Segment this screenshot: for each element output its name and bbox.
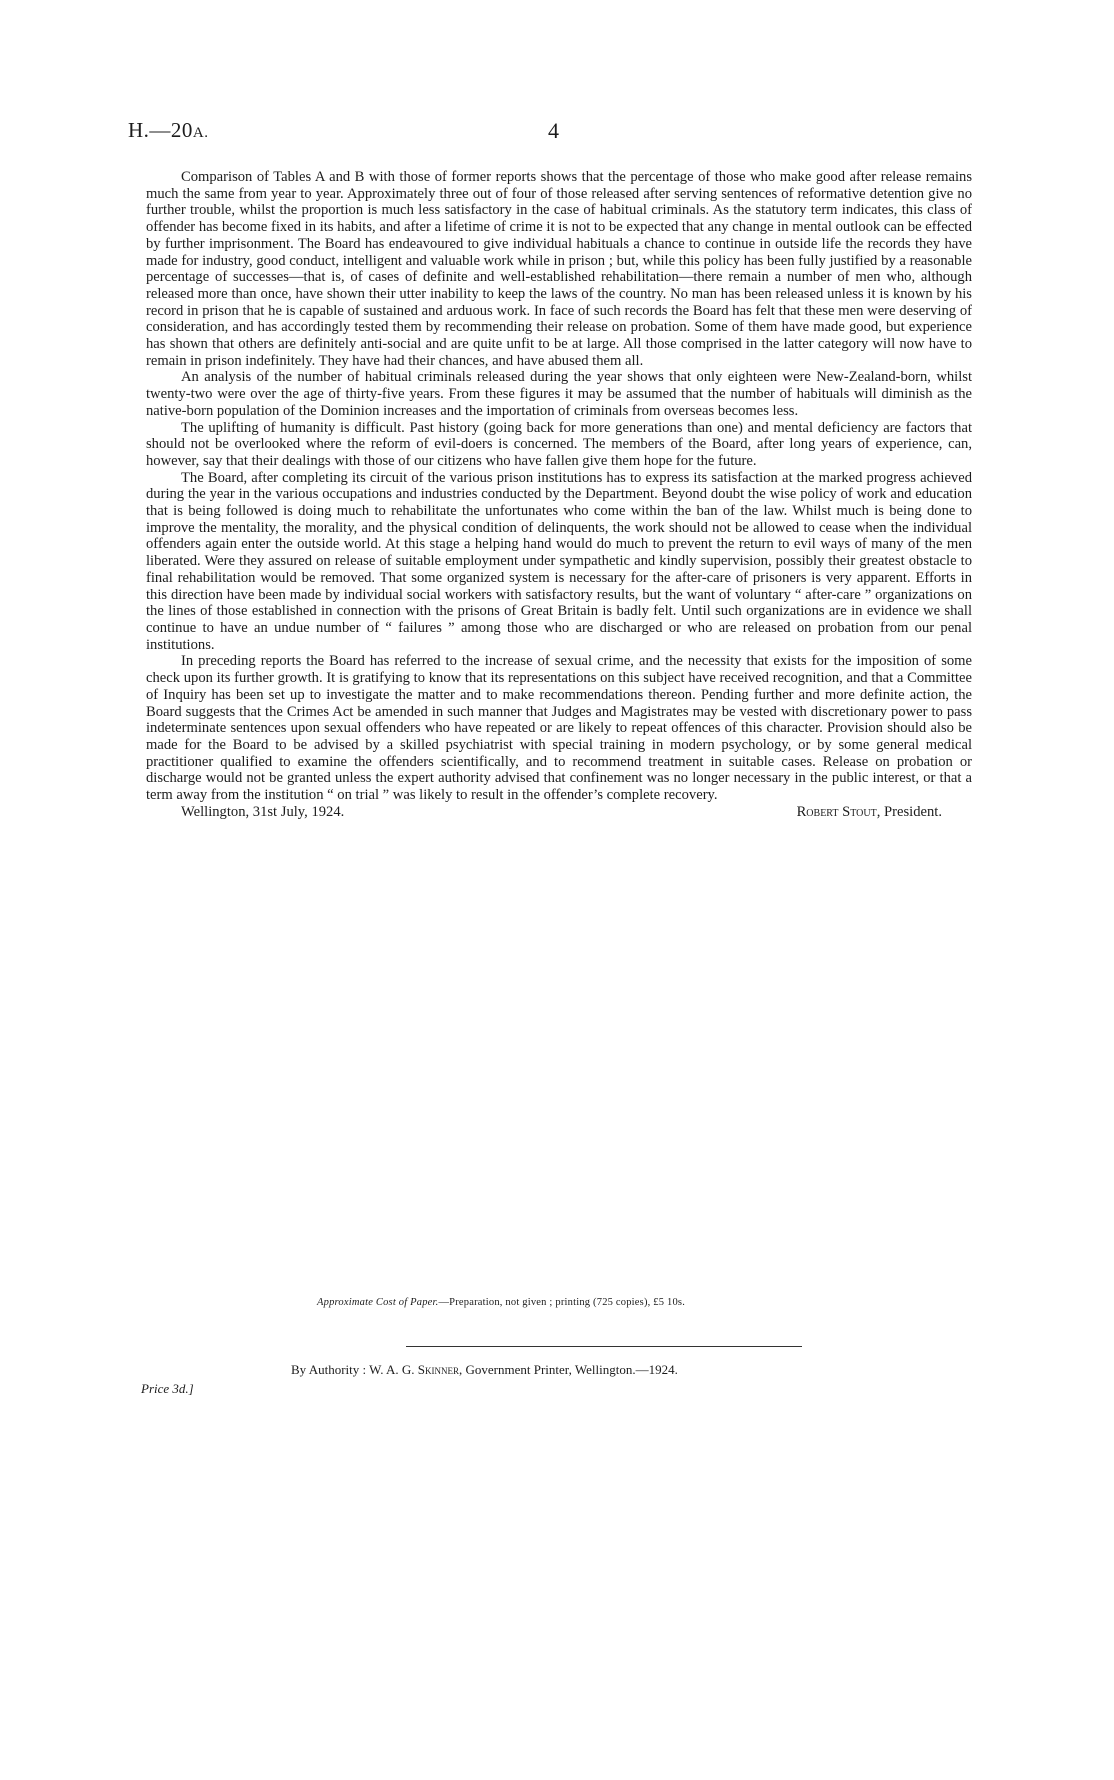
paragraph-analysis: An analysis of the number of habitual criminals released during the year shows that only eighteen were New-Zealand-born, whilst twenty-two were over the age of thirty-five years. From these figures it may be assumed that the number of habituals will diminish as the native-born population of the Dominion increases and the importation of criminals from overseas becomes less. (146, 369, 972, 419)
signatory (797, 804, 972, 821)
place-date: Wellington, 31st July, 1924. (181, 803, 345, 820)
signature-row (146, 804, 972, 821)
paragraph-uplifting: The uplifting of humanity is difficult. Past history (going back for more generations than one) and mental deficiency are factors that should not be overlooked where the reform of evil-doers is concerned. The members of the Board, after long years of experience, can, however, say that their dealings with those of our citizens who have fallen give them hope for the future. (146, 419, 972, 469)
paragraph-after-care: The Board, after completing its circuit of the various prison institutions has to express its satisfaction at the marked progress achieved during the year in the various occupations and industries conducted by the Department. Beyond doubt the wise policy of work and education that is being followed is doing much to rehabilitate the unfortunates who come within the ban of the law. Whilst much is being done to improve the mentality, the morality, and the physical condition of delinquents, the work should not be allowed to cease when the individual offenders again enter the outside world. At this stage a helping hand would do much to prevent the return to evil ways of many of the men liberated. Were they assured on release of suitable employment under sympathetic and kindly supervision, possibly their greatest obstacle to final rehabilitation would be removed. That some organized system is necessary for the after-care of prisoners is very apparent. Efforts in this direction have been made by individual social workers with satisfactory results, but the want of voluntary “ after-care ” organizations on the lines of those established in connection with the prisons of Great Britain is badly felt. Until such organizations are in evidence we shall continue to have an undue number of “ failures ” among those who are discharged or who are released on probation from our penal institutions. (146, 469, 972, 653)
cost-label: Approximate Cost of Paper. (317, 1297, 439, 1308)
price: Price 3d.] (141, 1381, 194, 1396)
authority-suffix: , Government Printer, Wellington.—1924. (459, 1362, 678, 1377)
printer-authority (291, 1362, 678, 1378)
footer-divider (406, 1346, 802, 1347)
authority-prefix: By Authority : W. A. G. (291, 1362, 418, 1377)
signatory-name: Robert Stout (796, 803, 877, 820)
paragraph-comparison: Comparison of Tables A and B with those of former reports shows that the percentage of those who make good after release remains much the same from year to year. Approximately three out of four of those released after serving sentences of reformative detention give no further trouble, whilst the proportion is much less satisfactory in the case of habitual criminals. As the statutory term indicates, this class of offender has become fixed in its habits, and after a lifetime of crime it is not to be expected that any change in mental outlook can be effected by further imprisonment. The Board has endeavoured to give individual habituals a chance to continue in outside life the records they have made for industry, good conduct, intelligent and valuable work while in prison ; but, while this policy has been fully justified by a reasonable percentage of successes—that is, of cases of definite and well-established rehabilitation—there remain a number of men who, although released more than once, have shown their utter inability to keep the laws of the country. No man has been released unless it is known by his record in prison that he is capable of sustained and arduous work. In face of such records the Board has felt that these men were deserving of consideration, and has accordingly tested them by recommending their release on probation. Some of them have made good, but experience has shown that others are definitely anti-social and are quite unfit to be at large. All those comprised in the latter category will now have to remain in prison indefinitely. They have had their chances, and have abused them all. (146, 169, 972, 369)
report-body (146, 169, 972, 820)
document-reference (128, 118, 209, 143)
signatory-title: , President. (876, 803, 942, 820)
paragraph-sexual-crime: In preceding reports the Board has referred to the increase of sexual crime, and the necessity that exists for the imposition of some check upon its further growth. It is gratifying to know that its representations on this subject have received recognition, and that a Committee of Inquiry has been set up to investigate the matter and to make recommendations thereon. Pending further and more definite action, the Board suggests that the Crimes Act be amended in such manner that Judges and Magistrates may be vested with discretionary power to pass indeterminate sentences upon sexual offenders who have repeated or are likely to repeat offences of this character. Provision should also be made for the Board to be advised by a skilled psychiatrist with special training in modern psychology, or by some general medical practitioner qualified to examine the offenders scientifically, and to recommend treatment in suitable cases. Release on probation or discharge would not be granted unless the expert authority advised that confinement was no longer necessary in the public interest, or that a term away from the institution “ on trial ” was likely to result in the offender’s complete recovery. (146, 653, 972, 804)
printer-name: Skinner (417, 1362, 460, 1377)
document-reference-prefix: H.—20 (128, 118, 193, 142)
document-reference-suffix: A. (192, 125, 209, 141)
cost-text: —Preparation, not given ; printing (725 copies), £5 10s. (438, 1297, 686, 1308)
page-number: 4 (548, 118, 559, 143)
cost-of-paper-note (317, 1297, 685, 1308)
